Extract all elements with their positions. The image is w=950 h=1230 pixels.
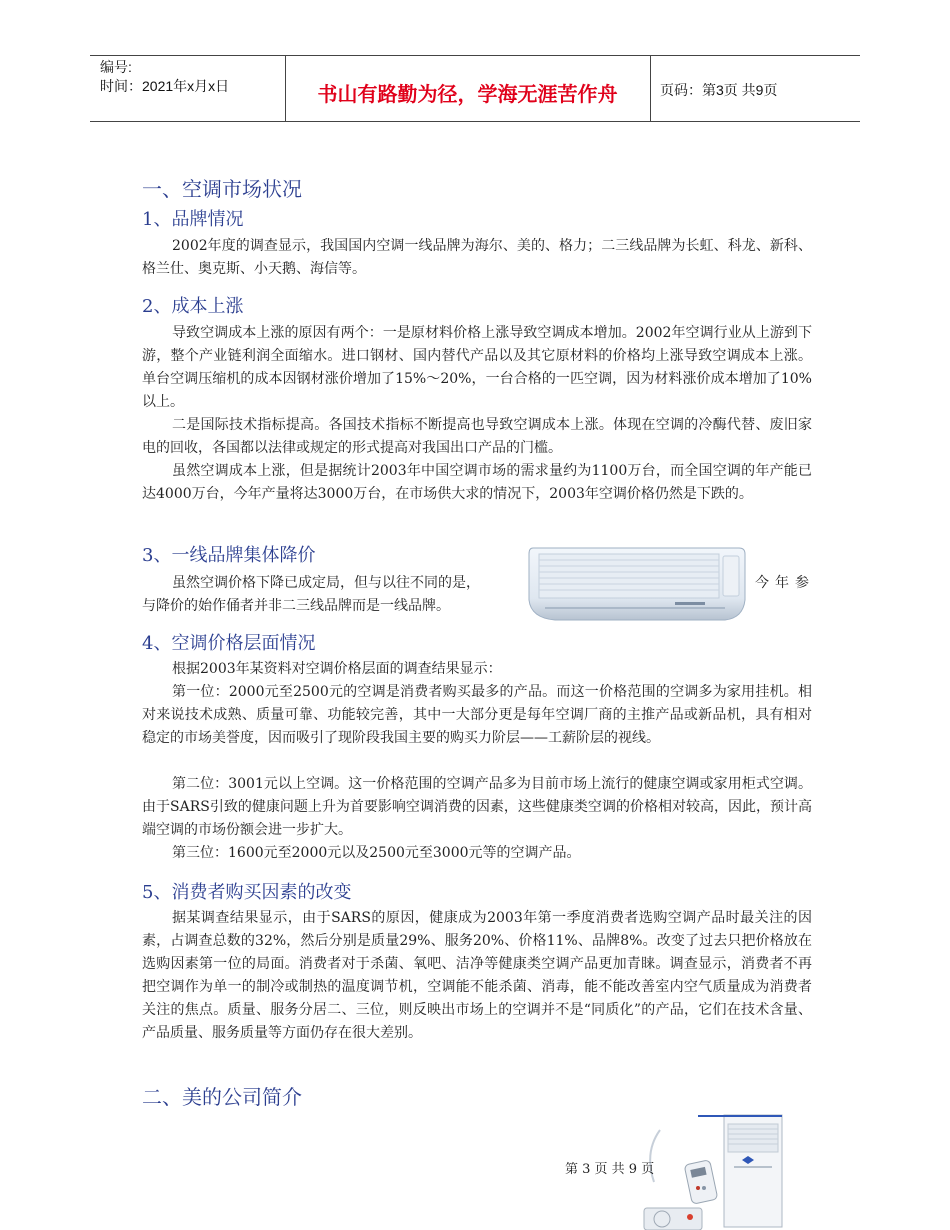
subsection-title: 5、消费者购买因素的改变 xyxy=(142,882,352,903)
paragraph-line: 虽然空调价格下降已成定局，但与以往不同的是， xyxy=(172,575,480,591)
wall-air-conditioner-image xyxy=(525,542,750,624)
paragraph: 2002年度的调查显示，我国国内空调一线品牌为海尔、美的、格力；二三线品牌为长虹、科龙、新科、格兰仕、奥克斯、小天鹅、海信等。 xyxy=(142,238,812,277)
paragraph: 第二位：3001元以上空调。这一价格范围的空调产品多为目前市场上流行的健康空调或家用柜式空调。由于SARS引致的健康问题上升为首要影响空调消费的因素，这些健康类空调的价格相对较高，因此，预计高端空调的市场份额会进一步扩大。 xyxy=(142,776,812,838)
header-meta xyxy=(100,58,229,96)
floor-air-conditioner-image xyxy=(640,1112,790,1230)
paragraph-line: 与降价的始作俑者并非二三线品牌而是一线品牌。 xyxy=(142,598,450,614)
subsection-title: 2、成本上涨 xyxy=(142,296,244,317)
section-title: 二、美的公司简介 xyxy=(142,1085,302,1109)
paragraph: 据某调查结果显示，由于SARS的原因，健康成为2003年第一季度消费者选购空调产品时最关注的因素，占调查总数的32%，然后分别是质量29%、服务20%、价格11%、品牌8%。改变了过去只把价格放在选购因素第一位的局面。消费者对于杀菌、氧吧、洁净等健康类空调产品更加青睐。调查显示，消费者不再把空调作为单一的制冷或制热的温度调节机，空调能不能杀菌、消毒，能不能改善室内空气质量成为消费者关注的焦点。质量、服务分居二、三位，则反映出市场上的空调并不是“同质化”的产品，它们在技术含量、产品质量、服务质量等方面仍存在很大差别。 xyxy=(142,910,812,1041)
header-divider xyxy=(650,56,651,121)
header-divider xyxy=(285,56,286,121)
paragraph: 根据2003年某资料对空调价格层面的调查结果显示： xyxy=(172,661,502,677)
header-top-rule xyxy=(90,55,860,56)
section-title: 一、空调市场状况 xyxy=(142,177,302,201)
paragraph: 导致空调成本上涨的原因有两个：一是原材料价格上涨导致空调成本增加。2002年空调行业从上游到下游，整个产业链利润全面缩水。进口钢材、国内替代产品以及其它原材料的价格均上涨导致空调成本上涨。单台空调压缩机的成本因钢材涨价增加了15%～20%，一台合格的一匹空调，因为材料涨价成本增加了10%以上。 xyxy=(142,325,812,410)
paragraph: 第三位：1600元至2000元以及2500元至3000元等的空调产品。 xyxy=(172,845,581,861)
paragraph-line: 今年参 xyxy=(755,575,815,591)
paragraph: 第一位：2000元至2500元的空调是消费者购买最多的产品。而这一价格范围的空调多为家用挂机。相对来说技术成熟、质量可靠、功能较完善，其中一大部分更是每年空调厂商的主推产品或新品机，具有相对稳定的市场美誉度，因而吸引了现阶段我国主要的购买力阶层——工薪阶层的视线。 xyxy=(142,684,812,746)
header-time: 时间：2021年x月x日 xyxy=(100,78,230,94)
subsection-title: 4、空调价格层面情况 xyxy=(142,633,316,654)
paragraph: 虽然空调成本上涨，但是据统计2003年中国空调市场的需求量约为1100万台，而全国空调的年产能已达4000万台，今年产量将达3000万台，在市场供大求的情况下，2003年空调价格仍然是下跌的。 xyxy=(142,463,812,502)
paragraph: 二是国际技术指标提高。各国技术指标不断提高也导致空调成本上涨。体现在空调的冷酶代替、废旧家电的回收，各国都以法律或规定的形式提高对我国出口产品的门槛。 xyxy=(142,417,812,456)
footer-page-number: 第 3 页 共 9 页 xyxy=(565,1162,655,1177)
header-bottom-rule xyxy=(90,121,860,122)
subsection-title: 3、一线品牌集体降价 xyxy=(142,545,316,566)
subsection-title: 1、品牌情况 xyxy=(142,209,244,230)
header-page-info: 页码：第3页 共9页 xyxy=(660,82,778,98)
header-motto: 书山有路勤为径，学海无涯苦作舟 xyxy=(317,84,618,106)
header-number: 编号: xyxy=(100,59,132,75)
